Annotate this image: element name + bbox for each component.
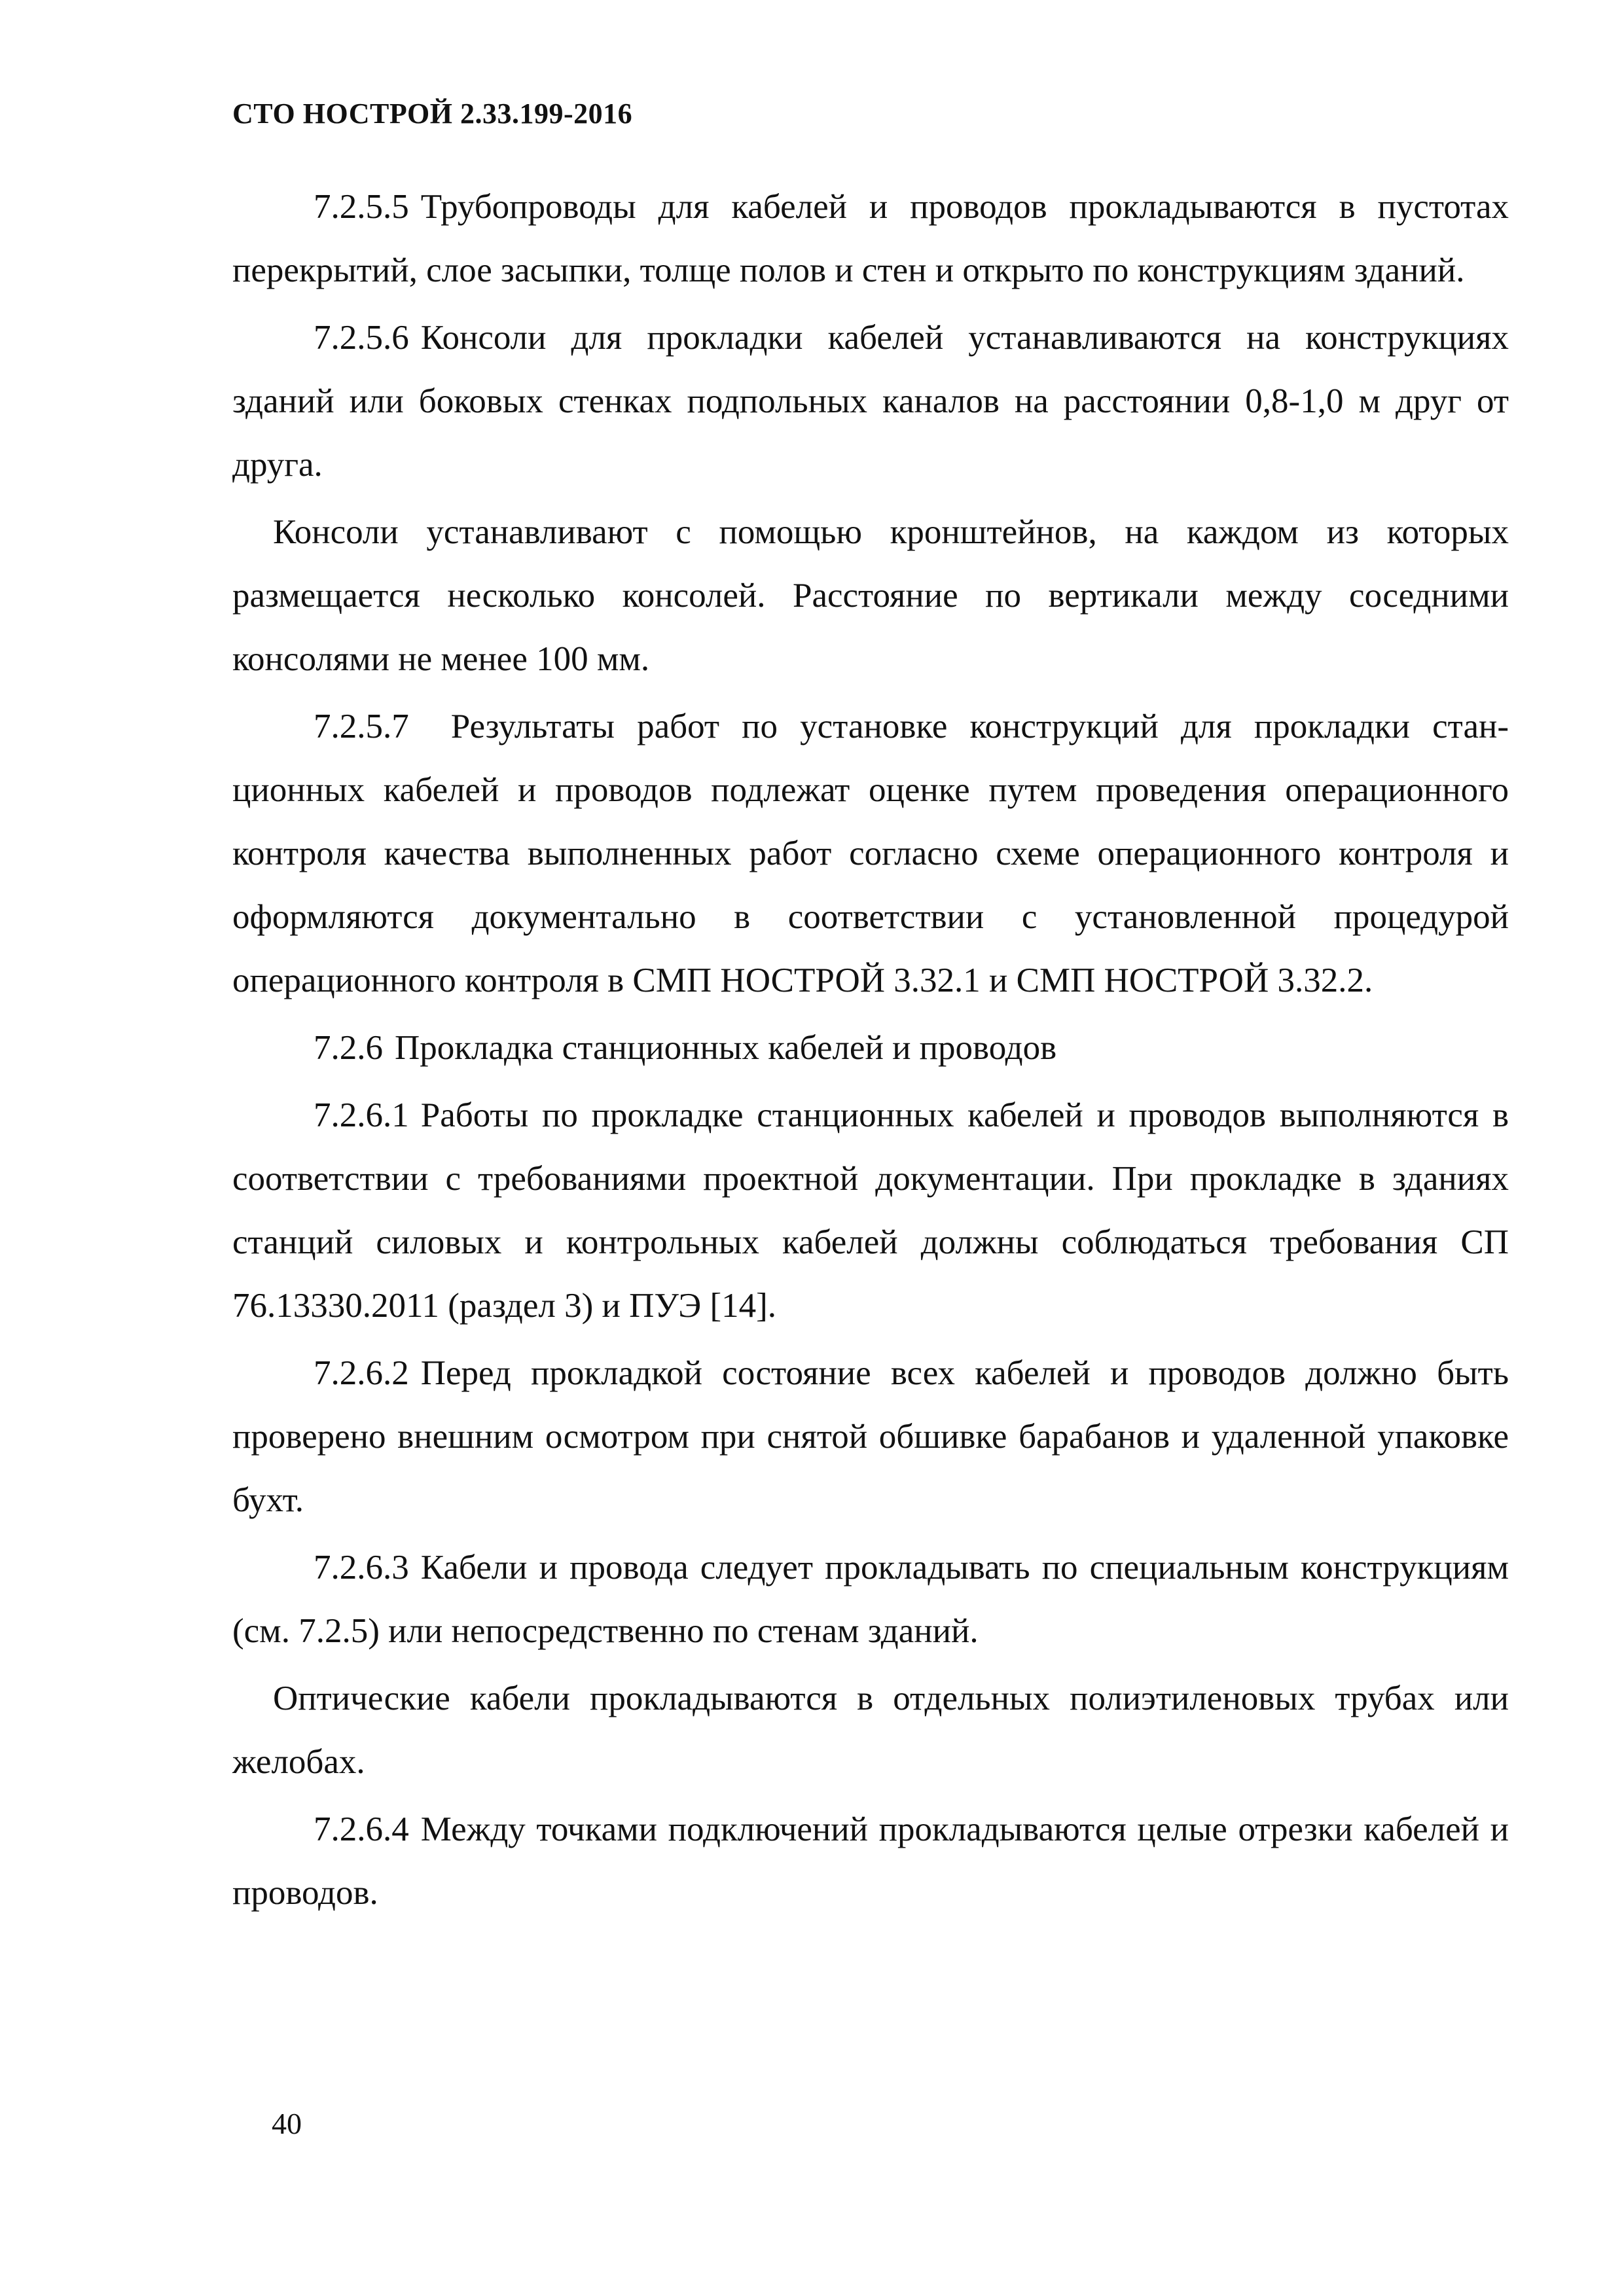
- paragraph-7-2-6-2: [232, 1342, 1509, 1532]
- paragraph-text: Кабели и провода следует прокладывать по специальным конструкциям (см. 7.2.5) или непосредственно по стенам зданий.: [232, 1549, 1509, 1650]
- paragraph-text: Перед прокладкой состояние всех кабелей и проводов должно быть проверено внешним осмотром при снятой обшивке барабанов и удаленной упаковке бухт.: [232, 1354, 1509, 1519]
- paragraph-consoles-mounting: [232, 501, 1509, 691]
- paragraph-7-2-5-5: [232, 175, 1509, 302]
- paragraph-7-2-6-3: [232, 1536, 1509, 1663]
- section-heading-7-2-6: [232, 1016, 1509, 1080]
- paragraph-text: Результаты работ по установке конструкций для прокладки станционных кабелей и проводов подлежат оценке путем проведения операционного контроля качества выполненных работ согласно схеме операционного контроля и оформляются документально в соответствии с установленной процедурой операционного контроля в СМП НОСТРОЙ 3.32.1 и СМП НОСТРОЙ 3.32.2.: [232, 708, 1509, 999]
- page-number: 40: [272, 2107, 302, 2140]
- clause-number: 7.2.6.3: [314, 1549, 409, 1587]
- clause-number: 7.2.6: [314, 1029, 383, 1067]
- paragraph-text: Между точками подключений прокладываются целые отрезки кабелей и проводов.: [232, 1810, 1509, 1912]
- paragraph-7-2-5-6: [232, 306, 1509, 497]
- clause-number: 7.2.6.4: [314, 1810, 409, 1848]
- paragraph-text: Консоли для прокладки кабелей устанавливаются на конструкциях зданий или боковых стенках подпольных каналов на расстоянии 0,8-1,0 м друг от друга.: [232, 319, 1509, 484]
- paragraph-text: Оптические кабели прокладываются в отдельных полиэтиленовых трубах или желобах.: [232, 1679, 1509, 1781]
- clause-number: 7.2.5.6: [314, 319, 409, 357]
- document-header: СТО НОСТРОЙ 2.33.199-2016: [232, 98, 633, 130]
- paragraph-7-2-5-7: [232, 695, 1509, 1013]
- paragraph-text: Трубопроводы для кабелей и проводов прокладываются в пустотах перекрытий, слое засыпки, толще полов и стен и открыто по конструкциям зданий.: [232, 188, 1509, 289]
- clause-number: 7.2.5.5: [314, 188, 409, 226]
- paragraph-text: Работы по прокладке станционных кабелей и проводов выполняются в соответствии с требованиями проектной документации. При прокладке в зданиях станций силовых и контрольных кабелей должны соблюдаться требования СП 76.13330.2011 (раздел 3) и ПУЭ [14].: [232, 1096, 1509, 1325]
- paragraph-7-2-6-1: [232, 1084, 1509, 1338]
- clause-number: 7.2.5.7: [314, 708, 409, 745]
- paragraph-optical-cables: [232, 1667, 1509, 1794]
- clause-number: 7.2.6.1: [314, 1096, 409, 1134]
- document-body: [232, 175, 1509, 1929]
- paragraph-7-2-6-4: [232, 1798, 1509, 1925]
- paragraph-text: Консоли устанавливают с помощью кронштейнов, на каждом из которых размещается несколько консолей. Расстояние по вертикали между соседними консолями не менее 100 мм.: [232, 513, 1509, 678]
- section-heading-text: Прокладка станционных кабелей и проводов: [395, 1029, 1057, 1067]
- clause-number: 7.2.6.2: [314, 1354, 409, 1392]
